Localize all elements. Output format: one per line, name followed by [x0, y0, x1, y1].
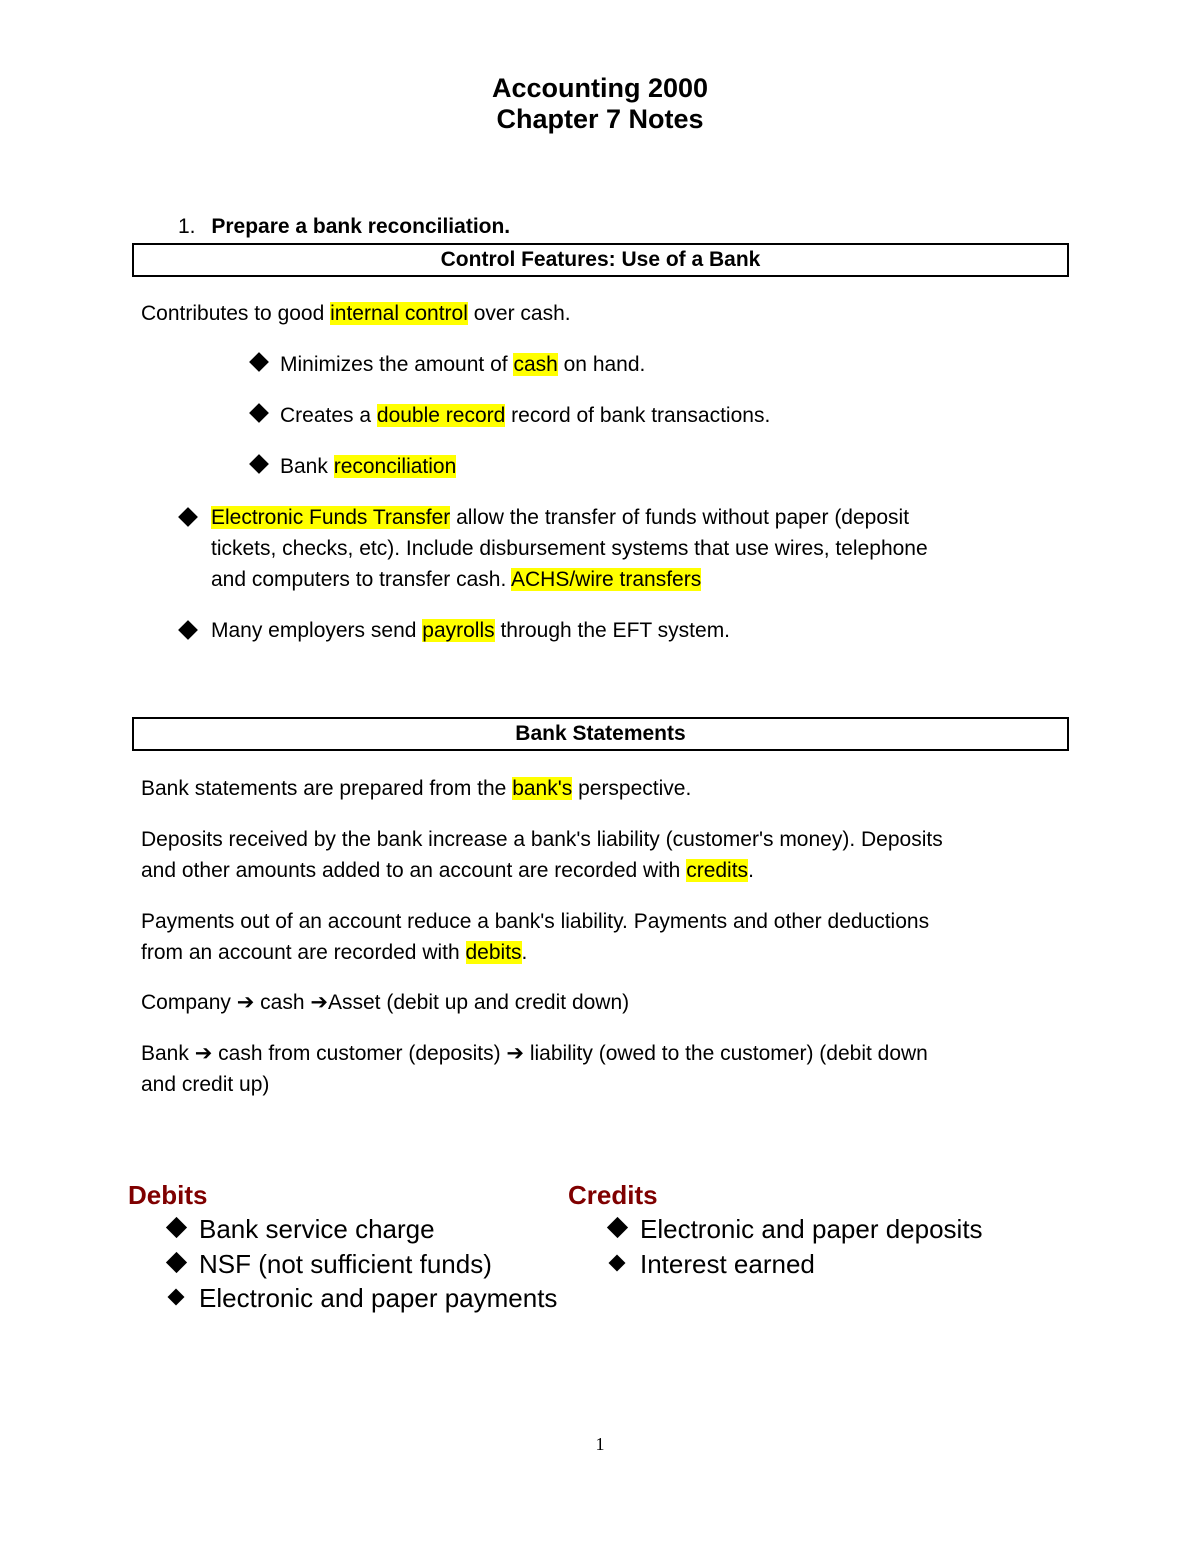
payments-paragraph: Payments out of an account reduce a bank's liability. Payments and other deductions from an account are recorded with debits. [141, 910, 930, 964]
diamond-bullet-icon [166, 1217, 187, 1238]
bank-perspective-paragraph: Bank statements are prepared from the bank's perspective. [141, 777, 692, 800]
document-title: Accounting 2000 [491, 73, 709, 103]
credit-item: Interest earned [607, 1247, 815, 1281]
debit-item: Electronic and paper payments [166, 1281, 557, 1315]
diamond-bullet-icon [249, 454, 269, 474]
objective-number: 1. [178, 215, 196, 238]
debit-item: Bank service charge [166, 1212, 435, 1246]
diamond-bullet-icon [249, 403, 269, 423]
diamond-bullet-icon [178, 620, 198, 640]
list-item: Bank reconciliation [248, 451, 456, 482]
intro-paragraph: Contributes to good internal control over cash. [141, 302, 571, 325]
document-subtitle: Chapter 7 Notes [496, 104, 704, 134]
company-flow-line: Company ➔ cash ➔Asset (debit up and credit down) [141, 991, 630, 1014]
eft-paragraph: Electronic Funds Transfer allow the transfer of funds without paper (deposit tickets, checks, etc). Include disbursement systems that use wires, telephone and computers to transfer cash. ACHS/wire transfers [211, 506, 928, 591]
diamond-bullet-icon [607, 1217, 628, 1238]
objective-text: Prepare a bank reconciliation. [211, 215, 511, 238]
page-number: 1 [595, 1434, 605, 1454]
right-arrow-icon: ➔ [194, 1042, 213, 1065]
debit-item: NSF (not sufficient funds) [166, 1247, 492, 1281]
credits-heading: Credits [568, 1180, 658, 1210]
right-arrow-icon: ➔ [506, 1042, 525, 1065]
section-header-bank-statements: Bank Statements [132, 717, 1069, 751]
section-header-control-features: Control Features: Use of a Bank [132, 243, 1069, 277]
list-item: Minimizes the amount of cash on hand. [248, 349, 645, 380]
list-item: Creates a double record record of bank transactions. [248, 400, 770, 431]
right-arrow-icon: ➔ [310, 991, 328, 1014]
right-arrow-icon: ➔ [236, 991, 255, 1014]
debits-heading: Debits [128, 1180, 208, 1210]
diamond-bullet-icon [168, 1289, 185, 1306]
diamond-bullet-icon [166, 1252, 187, 1273]
credit-item: Electronic and paper deposits [607, 1212, 983, 1246]
diamond-bullet-icon [609, 1255, 626, 1272]
objective-heading [178, 211, 510, 242]
deposits-paragraph: Deposits received by the bank increase a bank's liability (customer's money). Deposits and other amounts added to an account are recorded with credits. [141, 828, 943, 882]
diamond-bullet-icon [178, 507, 198, 527]
diamond-bullet-icon [249, 352, 269, 372]
bank-flow-paragraph: Bank ➔ cash from customer (deposits) ➔ liability (owed to the customer) (debit down and credit up) [141, 1042, 928, 1096]
payroll-paragraph: Many employers send payrolls through the EFT system. [211, 619, 731, 642]
